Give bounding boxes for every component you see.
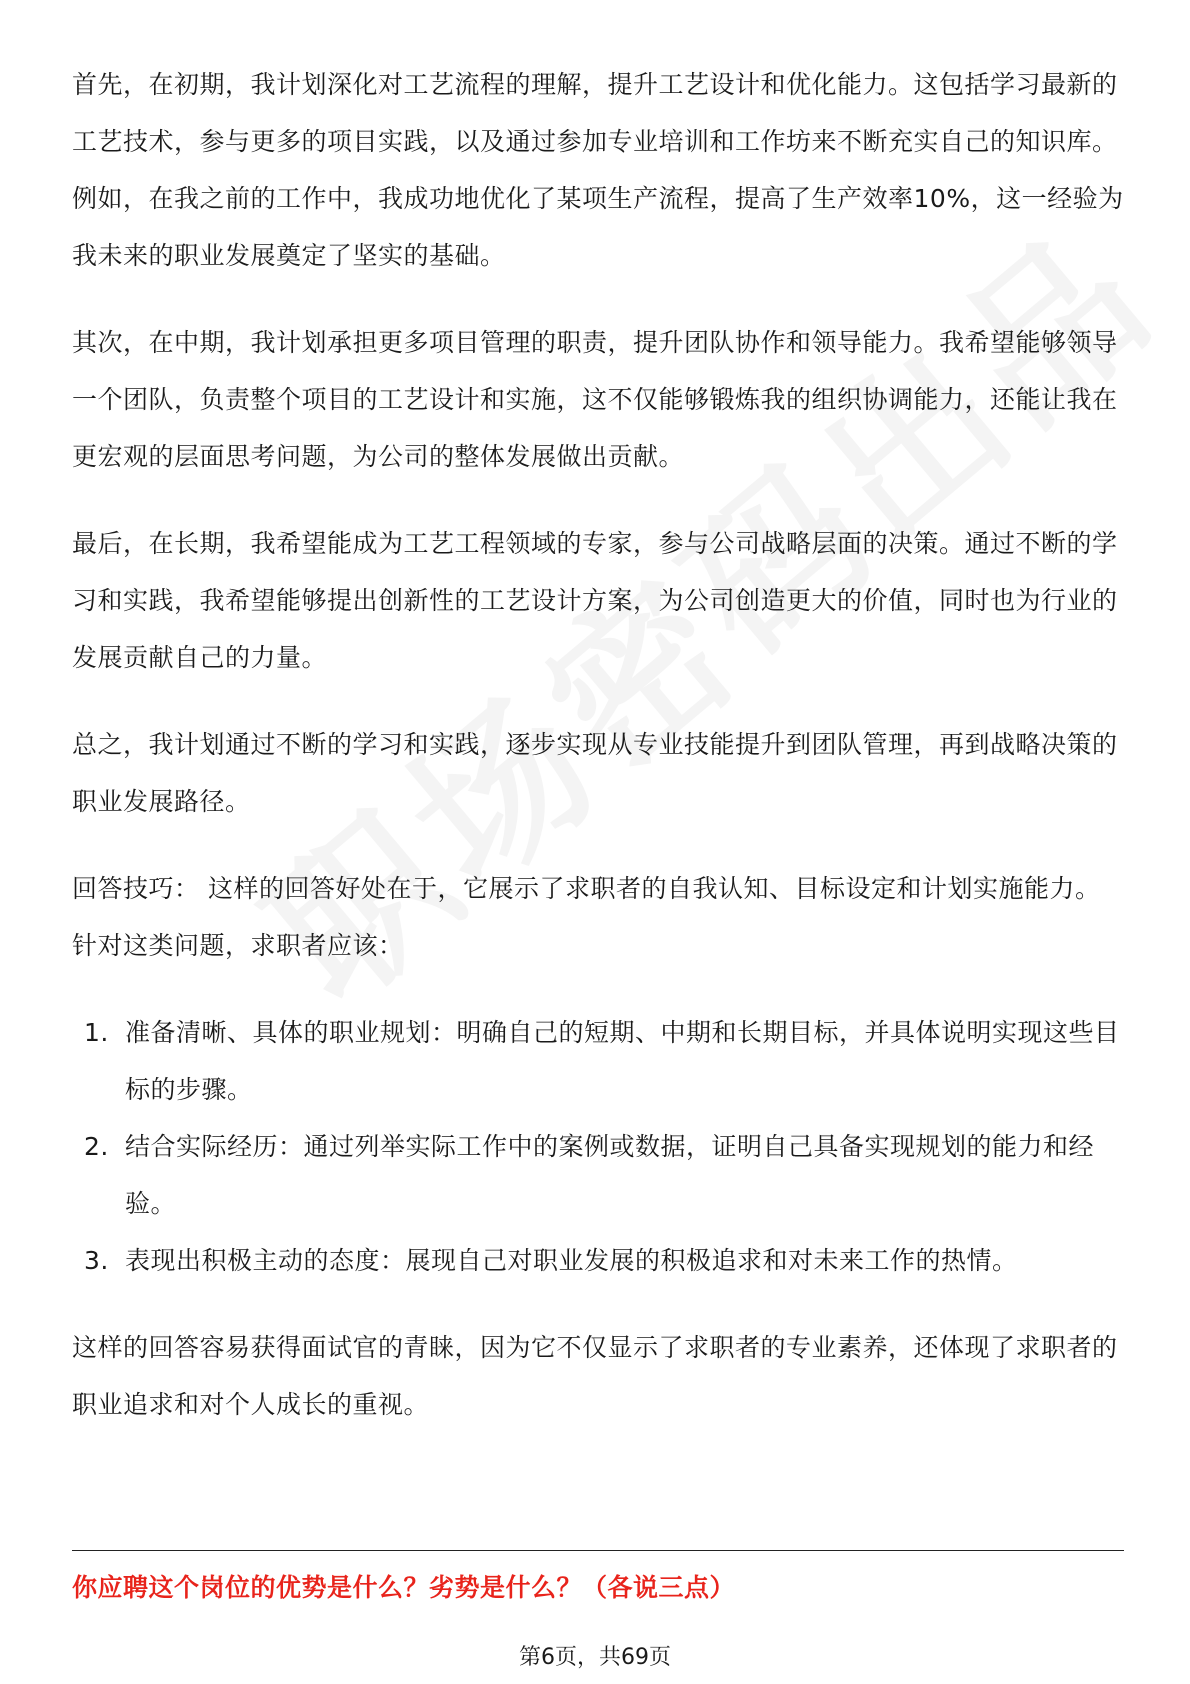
paragraph-mid-stage: 其次，在中期，我计划承担更多项目管理的职责，提升团队协作和领导能力。我希望能够领导一个团队，负责整个项目的工艺设计和实施，这不仅能够锻炼我的组织协调能力，还能让我在更宏观的层面思考问题，为公司的整体发展做出贡献。 <box>72 328 1118 471</box>
list-number: 1. <box>84 1018 109 1047</box>
list-item <box>72 1118 1124 1232</box>
list-item <box>72 1232 1124 1289</box>
list-item-text: 结合实际经历：通过列举实际工作中的案例或数据，证明自己具备实现规划的能力和经验。 <box>125 1132 1095 1218</box>
list-item-text: 表现出积极主动的态度：展现自己对职业发展的积极追求和对未来工作的热情。 <box>125 1246 1018 1275</box>
section-divider <box>72 1550 1124 1551</box>
list-number: 3. <box>84 1246 109 1275</box>
next-question-heading: 你应聘这个岗位的优势是什么？劣势是什么？（各说三点） <box>72 1573 736 1602</box>
tips-list <box>72 1004 1124 1289</box>
paragraph-answer-tips: 回答技巧： 这样的回答好处在于，它展示了求职者的自我认知、目标设定和计划实施能力。针对这类问题，求职者应该： <box>72 874 1101 960</box>
paragraph-early-stage: 首先，在初期，我计划深化对工艺流程的理解，提升工艺设计和优化能力。这包括学习最新的工艺技术，参与更多的项目实践，以及通过参加专业培训和工作坊来不断充实自己的知识库。例如，在我之前的工作中，我成功地优化了某项生产流程，提高了生产效率10%，这一经验为我未来的职业发展奠定了坚实的基础。 <box>72 70 1124 270</box>
paragraph-closing: 这样的回答容易获得面试官的青睐，因为它不仅显示了求职者的专业素养，还体现了求职者的职业追求和对个人成长的重视。 <box>72 1333 1118 1419</box>
page-footer: 第6页，共69页 <box>519 1645 671 1670</box>
document-body <box>72 56 1124 1463</box>
paragraph-long-term: 最后，在长期，我希望能成为工艺工程领域的专家，参与公司战略层面的决策。通过不断的学习和实践，我希望能够提出创新性的工艺设计方案，为公司创造更大的价值，同时也为行业的发展贡献自己的力量。 <box>72 529 1118 672</box>
paragraph-summary: 总之，我计划通过不断的学习和实践，逐步实现从专业技能提升到团队管理，再到战略决策的职业发展路径。 <box>72 730 1118 816</box>
list-item-text: 准备清晰、具体的职业规划：明确自己的短期、中期和长期目标，并具体说明实现这些目标的步骤。 <box>125 1018 1120 1104</box>
list-item <box>72 1004 1124 1118</box>
list-number: 2. <box>84 1132 109 1161</box>
